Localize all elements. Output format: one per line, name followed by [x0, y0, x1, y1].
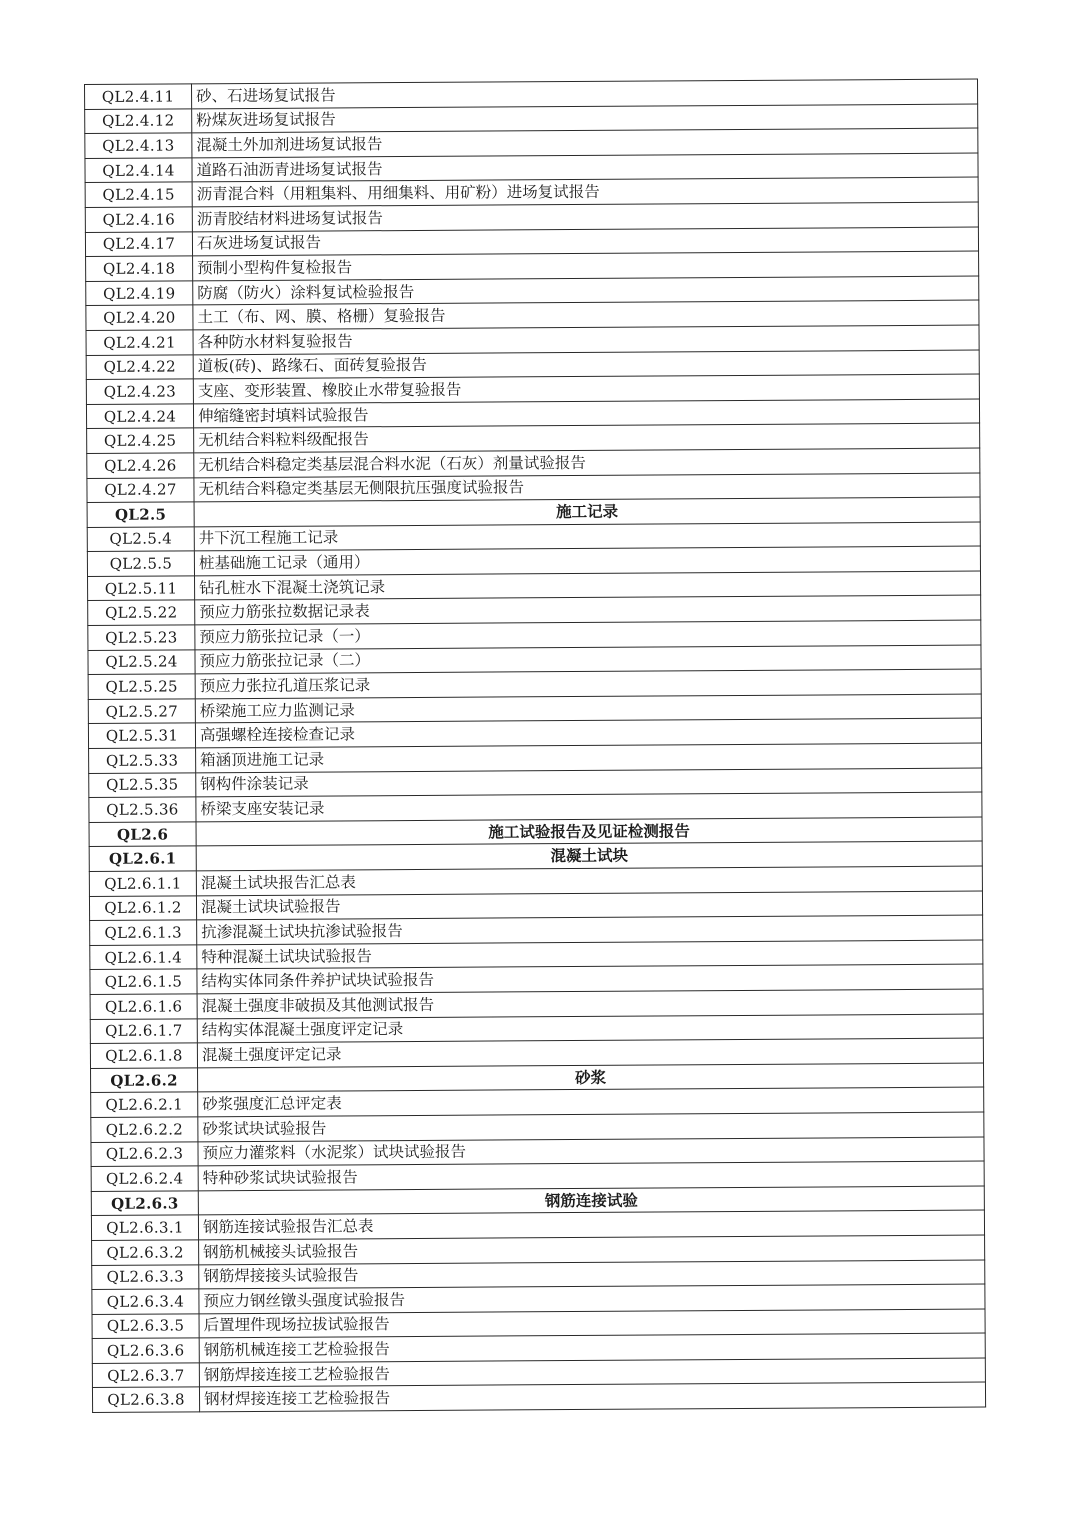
row-name: 钢筋机械接头试验报告: [199, 1235, 985, 1264]
row-code: QL2.5.33: [89, 748, 196, 773]
row-code: QL2.6.3.5: [92, 1314, 199, 1339]
row-name: 道路石油沥青进场复试报告: [192, 153, 978, 182]
row-code: QL2.4.25: [87, 428, 194, 453]
row-code: QL2.5.25: [88, 674, 195, 699]
row-code: QL2.6.2.3: [91, 1141, 198, 1166]
row-name: 无机结合料粒料级配报告: [194, 423, 980, 452]
row-name: 支座、变形装置、橡胶止水带复验报告: [193, 374, 979, 403]
row-code: QL2.6.3.2: [92, 1240, 199, 1265]
row-code: QL2.5.4: [87, 527, 194, 552]
row-name: 后置埋件现场拉拔试验报告: [199, 1309, 985, 1338]
row-code: QL2.4.27: [87, 477, 194, 502]
row-code: QL2.4.15: [85, 182, 192, 207]
row-name: 钢材焊接连接工艺检验报告: [199, 1382, 985, 1411]
row-name: 特种混凝土试块试验报告: [197, 940, 983, 969]
row-code: QL2.6: [89, 822, 196, 847]
row-name: 土工（布、网、膜、格栅）复验报告: [193, 300, 979, 329]
row-name: 特种砂浆试块试验报告: [198, 1161, 984, 1190]
row-name: 钢筋焊接连接工艺检验报告: [199, 1358, 985, 1387]
row-name: 钢筋机械连接工艺检验报告: [199, 1333, 985, 1362]
row-code: QL2.6.2.4: [91, 1166, 198, 1191]
row-name: 钻孔桩水下混凝土浇筑记录: [195, 571, 981, 600]
row-code: QL2.4.11: [85, 84, 192, 109]
row-code: QL2.6.3.3: [92, 1264, 199, 1289]
row-code: QL2.6.1: [89, 846, 196, 871]
row-name: 混凝土试块报告汇总表: [196, 866, 982, 895]
row-code: QL2.5.23: [88, 625, 195, 650]
section-title: 砂浆: [198, 1063, 984, 1092]
row-code: QL2.4.13: [85, 133, 192, 158]
row-code: QL2.6.1.6: [90, 994, 197, 1019]
row-code: QL2.6.3.6: [92, 1338, 199, 1363]
row-code: QL2.4.17: [85, 231, 192, 256]
row-name: 无机结合料稳定类基层混合料水泥（石灰）剂量试验报告: [194, 448, 980, 477]
row-name: 沥青混合料（用粗集料、用细集料、用矿粉）进场复试报告: [192, 177, 978, 206]
row-code: QL2.4.16: [85, 207, 192, 232]
row-code: QL2.6.1.4: [90, 945, 197, 970]
section-title: 混凝土试块: [196, 841, 982, 870]
document-page: [84, 79, 986, 1413]
row-code: QL2.6.3.7: [92, 1363, 199, 1388]
row-name: 结构实体混凝土强度评定记录: [197, 1014, 983, 1043]
row-code: QL2.5.31: [88, 723, 195, 748]
row-name: 抗渗混凝土试块抗渗试验报告: [197, 915, 983, 944]
row-code: QL2.4.24: [86, 404, 193, 429]
row-name: 砂浆强度汇总评定表: [198, 1087, 984, 1116]
table-row: [92, 1382, 985, 1412]
row-code: QL2.6.3.8: [92, 1387, 199, 1412]
row-name: 桥梁支座安装记录: [196, 792, 982, 821]
row-name: 混凝土强度非破损及其他测试报告: [197, 989, 983, 1018]
row-name: 钢筋焊接接头试验报告: [199, 1260, 985, 1289]
row-code: QL2.5.35: [89, 772, 196, 797]
row-code: QL2.4.14: [85, 158, 192, 183]
row-name: 预应力筋张拉数据记录表: [195, 596, 981, 625]
row-name: 预应力筋张拉记录（一）: [195, 620, 981, 649]
row-code: QL2.4.19: [86, 281, 193, 306]
row-name: 混凝土外加剂进场复试报告: [192, 128, 978, 157]
row-name: 砂、石进场复试报告: [192, 79, 978, 108]
row-code: QL2.4.20: [86, 305, 193, 330]
table-body: [85, 79, 986, 1412]
row-code: QL2.4.18: [86, 256, 193, 281]
row-name: 道板(砖)、路缘石、面砖复验报告: [193, 350, 979, 379]
row-code: QL2.5.27: [88, 699, 195, 724]
row-code: QL2.4.23: [86, 379, 193, 404]
row-code: QL2.5.11: [88, 576, 195, 601]
row-name: 井下沉工程施工记录: [194, 522, 980, 551]
row-code: QL2.6.3.1: [91, 1215, 198, 1240]
row-name: 箱涵顶进施工记录: [196, 743, 982, 772]
row-code: QL2.6.1.1: [89, 871, 196, 896]
row-name: 石灰进场复试报告: [192, 227, 978, 256]
section-title: 施工记录: [194, 497, 980, 526]
row-name: 高强螺栓连接检查记录: [195, 718, 981, 747]
row-code: QL2.6.2.2: [91, 1117, 198, 1142]
row-code: QL2.4.21: [86, 330, 193, 355]
row-name: 混凝土强度评定记录: [197, 1038, 983, 1067]
row-name: 砂浆试块试验报告: [198, 1112, 984, 1141]
row-name: 沥青胶结材料进场复试报告: [192, 202, 978, 231]
section-title: 施工试验报告及见证检测报告: [196, 817, 982, 846]
section-title: 钢筋连接试验: [198, 1186, 984, 1215]
row-code: QL2.4.22: [86, 354, 193, 379]
row-name: 伸缩缝密封填料试验报告: [193, 399, 979, 428]
row-name: 桩基础施工记录（通用）: [194, 546, 980, 575]
row-name: 桥梁施工应力监测记录: [195, 694, 981, 723]
row-name: 预应力筋张拉记录（二）: [195, 645, 981, 674]
row-code: QL2.5.24: [88, 649, 195, 674]
row-code: QL2.4.12: [85, 108, 192, 133]
row-name: 各种防水材料复验报告: [193, 325, 979, 354]
row-name: 无机结合料稳定类基层无侧限抗压强度试验报告: [194, 473, 980, 502]
row-code: QL2.6.1.8: [90, 1043, 197, 1068]
row-code: QL2.6.1.5: [90, 969, 197, 994]
row-name: 预应力灌浆料（水泥浆）试块试验报告: [198, 1137, 984, 1166]
row-name: 钢筋连接试验报告汇总表: [198, 1210, 984, 1239]
row-code: QL2.4.26: [87, 453, 194, 478]
row-code: QL2.6.1.7: [90, 1018, 197, 1043]
row-name: 钢构件涂装记录: [196, 768, 982, 797]
row-name: 混凝土试块试验报告: [196, 891, 982, 920]
row-code: QL2.5.36: [89, 797, 196, 822]
row-code: QL2.6.2: [91, 1068, 198, 1093]
row-code: QL2.6.3.4: [92, 1289, 199, 1314]
row-name: 预应力张拉孔道压浆记录: [195, 669, 981, 698]
row-code: QL2.5: [87, 502, 194, 527]
row-name: 结构实体同条件养护试块试验报告: [197, 964, 983, 993]
row-name: 预制小型构件复检报告: [193, 251, 979, 280]
row-code: QL2.6.2.1: [91, 1092, 198, 1117]
row-code: QL2.6.1.3: [90, 920, 197, 945]
row-code: QL2.6.3: [91, 1191, 198, 1216]
row-code: QL2.5.22: [88, 600, 195, 625]
row-name: 粉煤灰进场复试报告: [192, 104, 978, 133]
row-name: 防腐（防火）涂料复试检验报告: [193, 276, 979, 305]
row-code: QL2.5.5: [87, 551, 194, 576]
records-table: [84, 79, 986, 1413]
row-name: 预应力钢丝镦头强度试验报告: [199, 1284, 985, 1313]
row-code: QL2.6.1.2: [89, 895, 196, 920]
